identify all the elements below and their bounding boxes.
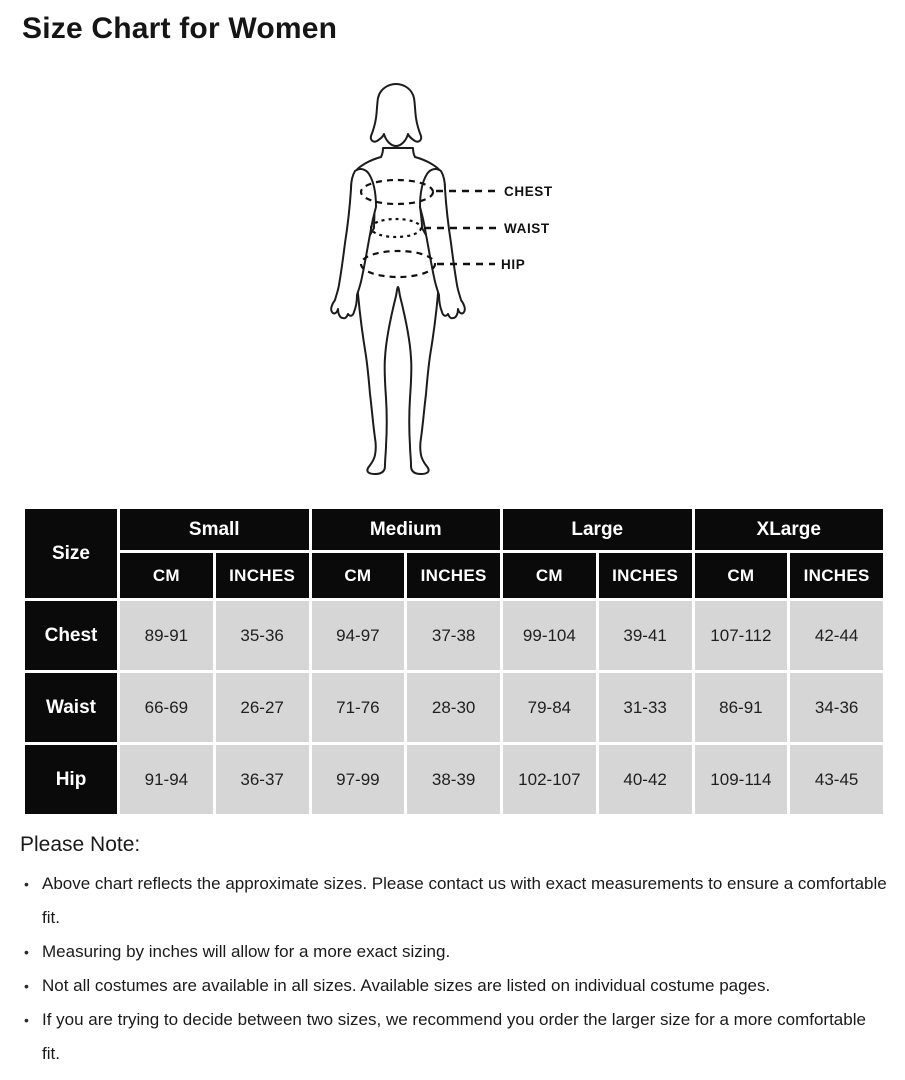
list-item: • If you are trying to decide between two sizes, we recommend you order the larger size for a more comfortable fit. <box>20 1003 888 1071</box>
row-label-chest: Chest <box>25 601 117 670</box>
size-value-cell: 97-99 <box>312 745 405 814</box>
list-item: • Not all costumes are available in all sizes. Available sizes are listed on individual costume pages. <box>20 969 888 1003</box>
unit-header: CM <box>120 553 213 598</box>
size-value-cell: 99-104 <box>503 601 596 670</box>
size-value-cell: 43-45 <box>790 745 883 814</box>
size-chart-table <box>22 506 886 817</box>
size-corner-header: Size <box>25 509 117 598</box>
size-value-cell: 79-84 <box>503 673 596 742</box>
chest-label: CHEST <box>504 184 553 199</box>
size-value-cell: 38-39 <box>407 745 500 814</box>
size-value-cell: 34-36 <box>790 673 883 742</box>
page-title: Size Chart for Women <box>22 12 338 45</box>
size-value-cell: 26-27 <box>216 673 309 742</box>
size-value-cell: 91-94 <box>120 745 213 814</box>
row-label-hip: Hip <box>25 745 117 814</box>
unit-header: INCHES <box>216 553 309 598</box>
unit-header: INCHES <box>407 553 500 598</box>
notes-section <box>20 833 888 1071</box>
unit-header: INCHES <box>599 553 692 598</box>
body-measurement-diagram <box>330 80 610 480</box>
size-value-cell: 86-91 <box>695 673 788 742</box>
size-value-cell: 89-91 <box>120 601 213 670</box>
unit-header: CM <box>695 553 788 598</box>
size-value-cell: 40-42 <box>599 745 692 814</box>
unit-header: INCHES <box>790 553 883 598</box>
size-value-cell: 36-37 <box>216 745 309 814</box>
size-value-cell: 42-44 <box>790 601 883 670</box>
size-value-cell: 109-114 <box>695 745 788 814</box>
size-value-cell: 107-112 <box>695 601 788 670</box>
size-value-cell: 28-30 <box>407 673 500 742</box>
unit-header: CM <box>312 553 405 598</box>
size-value-cell: 37-38 <box>407 601 500 670</box>
waist-label: WAIST <box>504 221 550 236</box>
size-value-cell: 35-36 <box>216 601 309 670</box>
group-header-large: Large <box>503 509 692 550</box>
woman-silhouette-figure <box>330 80 610 480</box>
group-header-medium: Medium <box>312 509 501 550</box>
hip-label: HIP <box>501 257 526 272</box>
list-item: • Measuring by inches will allow for a more exact sizing. <box>20 935 888 969</box>
size-value-cell: 102-107 <box>503 745 596 814</box>
size-value-cell: 39-41 <box>599 601 692 670</box>
unit-header: CM <box>503 553 596 598</box>
table-row <box>25 601 883 670</box>
row-label-waist: Waist <box>25 673 117 742</box>
size-value-cell: 94-97 <box>312 601 405 670</box>
notes-heading: Please Note: <box>20 833 141 856</box>
group-header-xlarge: XLarge <box>695 509 884 550</box>
size-value-cell: 31-33 <box>599 673 692 742</box>
group-header-small: Small <box>120 509 309 550</box>
size-value-cell: 71-76 <box>312 673 405 742</box>
size-value-cell: 66-69 <box>120 673 213 742</box>
head-outline <box>371 84 421 146</box>
notes-list <box>20 867 888 1071</box>
list-item: • Above chart reflects the approximate sizes. Please contact us with exact measurements to ensure a comfortable fit. <box>20 867 888 935</box>
table-row <box>25 673 883 742</box>
table-row <box>25 745 883 814</box>
